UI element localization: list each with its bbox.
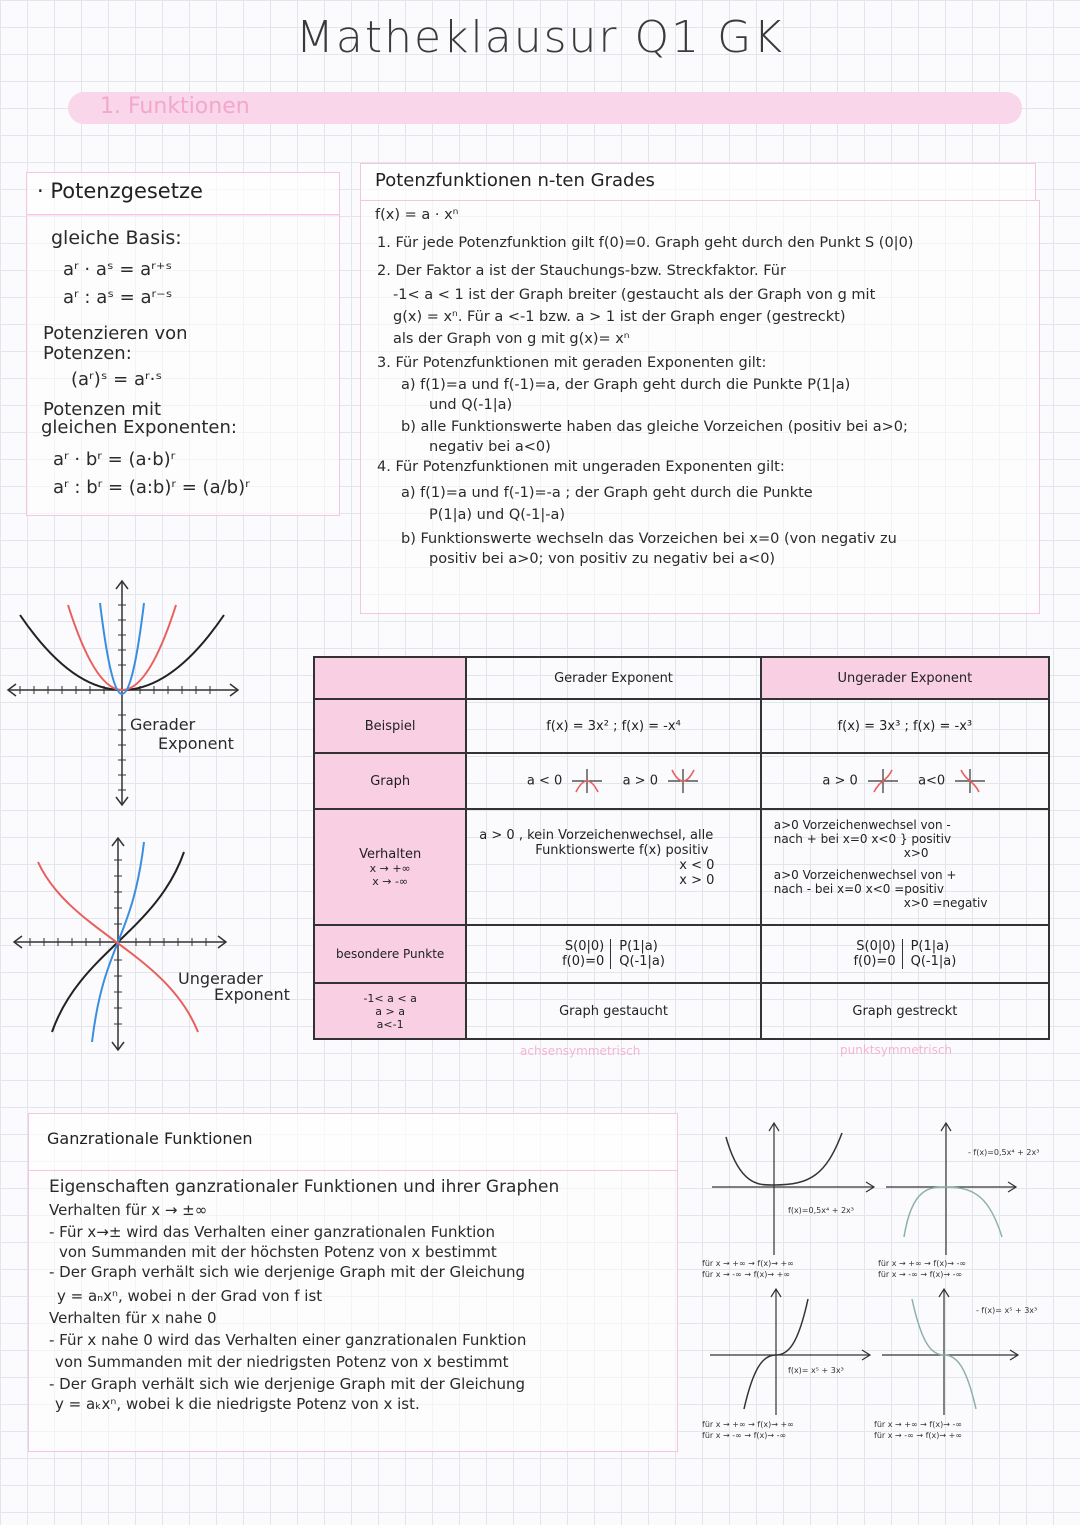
verhalten-u-line-4: a>0 Vorzeichenwechsel von +: [773, 868, 957, 882]
verhalten-g-line-3: x < 0: [679, 858, 715, 873]
row-label-verhalten: [314, 809, 466, 925]
punkte-u-r1: P(1|a): [910, 939, 950, 954]
graph-gerade-pos-label: a > 0: [622, 773, 658, 789]
mini-parabola-down-icon: [570, 768, 604, 794]
verhalten-u-line-3: x>0: [903, 846, 929, 860]
potenzfunktionen-line: negativ bei a<0): [429, 439, 551, 455]
section-bar: [68, 92, 1022, 124]
table-corner: [314, 657, 466, 699]
row-label-punkte: besondere Punkte: [314, 925, 466, 983]
ganzrational-line: von Summanden mit der niedrigsten Potenz von x bestimmt: [55, 1353, 509, 1371]
potenzfunktionen-line: positiv bei a>0; von positiv zu negativ bei a<0): [429, 551, 776, 567]
potenzieren-label-1: Potenzieren von: [43, 323, 188, 344]
punkte-g-r2: Q(-1|a): [619, 954, 665, 969]
potenzfunktionen-line: 3. Für Potenzfunktionen mit geraden Exponenten gilt:: [377, 355, 767, 371]
verhalten-u-line-1: a>0 Vorzeichenwechsel von -: [773, 818, 951, 832]
symmetry-gerade: achsensymmetrisch: [520, 1044, 641, 1058]
mini-graph-2-cond-2: für x → -∞ → f(x)→ -∞: [878, 1270, 963, 1279]
graph-ungerade-neg-label: a<0: [918, 773, 946, 789]
potenzfunktionen-line: 2. Der Faktor a ist der Stauchungs-bzw. Streckfaktor. Für: [377, 263, 786, 279]
section-title: 1. Funktionen: [100, 94, 250, 119]
cell-verhalten-gerade: [466, 809, 760, 925]
mini-graph-3-label: f(x)= x⁵ + 3x³: [788, 1366, 844, 1375]
potenzfunktionen-line: und Q(-1|a): [429, 397, 513, 413]
potenzgesetze-header: · Potenzgesetze: [37, 179, 203, 203]
verhalten-u-line-2: nach + bei x=0 x<0 } positiv: [773, 832, 952, 846]
mini-graph-1-cond-1: für x → +∞ → f(x)→ +∞: [702, 1259, 794, 1268]
mini-graph-3: [700, 1285, 880, 1445]
mini-graph-3-cond-1: für x → +∞ → f(x)→ +∞: [702, 1420, 794, 1429]
ganzrational-line: - Für x nahe 0 wird das Verhalten einer ganzrationalen Funktion: [49, 1331, 527, 1349]
potenzfunktionen-line: a) f(1)=a und f(-1)=-a ; der Graph geht durch die Punkte: [401, 485, 813, 501]
mini-graph-4-label: - f(x)= x⁵ + 3x³: [976, 1306, 1038, 1315]
cell-streck-gerade: Graph gestaucht: [466, 983, 760, 1039]
ganzrational-line: Eigenschaften ganzrationaler Funktionen und ihrer Graphen: [49, 1177, 560, 1197]
gleiche-basis: gleiche Basis:: [51, 227, 182, 249]
cell-punkte-ungerade: [761, 925, 1049, 983]
potenzfunktionen-line: a) f(1)=a und f(-1)=a, der Graph geht durch die Punkte P(1|a): [401, 377, 851, 393]
potenzfunktionen-line: -1< a < 1 ist der Graph breiter (gestaucht als der Graph von g mit: [393, 287, 876, 303]
row-label-beispiel: Beispiel: [314, 699, 466, 753]
potenzfunktionen-line: b) alle Funktionswerte haben das gleiche Vorzeichen (positiv bei a>0;: [401, 419, 908, 435]
label-gerader-exponent: Exponent: [158, 734, 234, 753]
overview-table-wrap: [313, 656, 1050, 1038]
verhalten-sub-1: x → +∞: [369, 861, 411, 875]
potenzfunktionen-line: g(x) = xⁿ. Für a <-1 bzw. a > 1 ist der Graph enger (gestreckt): [393, 309, 846, 325]
rule-product: aʳ · bʳ = (a·b)ʳ: [53, 449, 176, 470]
verhalten-title: Verhalten: [359, 846, 422, 862]
cell-punkte-gerade: [466, 925, 760, 983]
ganzrational-line: - Der Graph verhält sich wie derjenige Graph mit der Gleichung: [49, 1263, 526, 1281]
verhalten-g-line-1: a > 0 , kein Vorzeichenwechsel, alle: [479, 828, 714, 843]
rule-divide: aʳ : aˢ = aʳ⁻ˢ: [63, 287, 173, 308]
ganzrational-line: Verhalten für x nahe 0: [49, 1309, 217, 1327]
cell-verhalten-ungerade: [761, 809, 1049, 925]
page-title: Matheklausur Q1 GK: [295, 12, 785, 63]
mini-cubic-up-icon: [866, 768, 900, 794]
graph-gerader-exponent: [0, 575, 260, 810]
overview-table: [313, 656, 1050, 1040]
cell-graph-gerade: [466, 753, 760, 809]
potenzgesetze-box: [26, 214, 340, 516]
verhalten-sub-2: x → -∞: [372, 874, 409, 888]
mini-graph-1-label: f(x)=0,5x⁴ + 2x³: [788, 1206, 854, 1215]
cell-streck-ungerade: Graph gestreckt: [761, 983, 1049, 1039]
ganzrational-line: Verhalten für x → ±∞: [49, 1201, 208, 1219]
col-header-ungerade: Ungerader Exponent: [761, 657, 1049, 699]
axis-ticks: [20, 605, 210, 790]
mini-parabola-up-icon: [666, 768, 700, 794]
mini-graph-2-cond-1: für x → +∞ → f(x)→ -∞: [878, 1259, 966, 1268]
potenzfunktionen-box: [360, 200, 1040, 614]
potenzgesetze-header-box: [26, 172, 340, 216]
mini-graph-1: [700, 1115, 880, 1285]
rule-power: (aʳ)ˢ = aʳ·ˢ: [71, 369, 163, 390]
punkte-u-l2: f(0)=0: [853, 954, 896, 969]
potenzfunktionen-line: 4. Für Potenzfunktionen mit ungeraden Exponenten gilt:: [377, 459, 785, 475]
ganzrational-header: Ganzrationale Funktionen: [47, 1129, 253, 1148]
row-label-a-range: [314, 983, 466, 1039]
ganzrational-line: y = aₖxⁿ, wobei k die niedrigste Potenz von x ist.: [55, 1395, 420, 1413]
mini-graph-4-cond-1: für x → +∞ → f(x)→ -∞: [874, 1420, 962, 1429]
mini-graph-2-label: - f(x)=0,5x⁴ + 2x³: [968, 1148, 1040, 1157]
ganzrational-line: - Der Graph verhält sich wie derjenige Graph mit der Gleichung: [49, 1375, 526, 1393]
row-label-graph: Graph: [314, 753, 466, 809]
mini-graph-2: [876, 1115, 1076, 1285]
cell-beispiel-gerade: f(x) = 3x² ; f(x) = -x⁴: [466, 699, 760, 753]
ganzrational-line: - Für x→± wird das Verhalten einer ganzrationalen Funktion: [49, 1223, 495, 1241]
label-ungerader: Ungerader: [178, 969, 263, 988]
cell-beispiel-ungerade: f(x) = 3x³ ; f(x) = -x³: [761, 699, 1049, 753]
a-range-2: a > a: [375, 1004, 405, 1018]
label-ungerader-exponent: Exponent: [214, 985, 290, 1004]
potenzfunktionen-header-box: [360, 163, 1036, 201]
mini-graph-3-cond-2: für x → -∞ → f(x)→ -∞: [702, 1431, 787, 1440]
verhalten-u-line-6: x>0 =negativ: [903, 896, 988, 910]
ganzrational-header-box: [28, 1113, 678, 1171]
potenzfunktionen-line: f(x) = a · xⁿ: [375, 207, 459, 223]
gleiche-exp-label-1: Potenzen mit: [43, 399, 162, 420]
graph-gerade-neg-label: a < 0: [526, 773, 563, 789]
punkte-u-r2: Q(-1|a): [910, 954, 957, 969]
ganzrational-box: [28, 1170, 678, 1452]
col-header-gerade: Gerader Exponent: [466, 657, 760, 699]
potenzfunktionen-line: b) Funktionswerte wechseln das Vorzeichen bei x=0 (von negativ zu: [401, 531, 897, 547]
punkte-g-l1: S(0|0): [564, 939, 605, 954]
potenzfunktionen-header: Potenzfunktionen n-ten Grades: [375, 170, 655, 191]
potenzfunktionen-line: 1. Für jede Potenzfunktion gilt f(0)=0. Graph geht durch den Punkt S (0|0): [377, 235, 914, 251]
symmetry-ungerade: punktsymmetrisch: [840, 1043, 953, 1057]
curve-1: [726, 1133, 842, 1185]
potenzfunktionen-line: P(1|a) und Q(-1|-a): [429, 507, 566, 523]
gleiche-exp-label-2: gleichen Exponenten:: [41, 417, 237, 438]
curve-2: [904, 1187, 1002, 1237]
graph-ungerader-exponent: [0, 832, 300, 1057]
mini-graph-4-cond-2: für x → -∞ → f(x)→ +∞: [874, 1431, 962, 1440]
label-gerader: Gerader: [130, 715, 196, 734]
mini-graph-4: [872, 1285, 1076, 1445]
punkte-g-l2: f(0)=0: [562, 954, 605, 969]
graph-ungerade-pos-label: a > 0: [822, 773, 858, 789]
potenzieren-label-2: Potenzen:: [43, 343, 132, 364]
mini-graph-1-cond-2: für x → -∞ → f(x)→ +∞: [702, 1270, 790, 1279]
ganzrational-line: von Summanden mit der höchsten Potenz von x bestimmt: [59, 1243, 497, 1261]
punkte-g-r1: P(1|a): [619, 939, 658, 954]
rule-quotient: aʳ : bʳ = (a:b)ʳ = (a/b)ʳ: [53, 477, 250, 498]
potenzfunktionen-line: als der Graph von g mit g(x)= xⁿ: [393, 331, 630, 347]
rule-multiply: aʳ · aˢ = aʳ⁺ˢ: [63, 259, 173, 280]
punkte-u-l1: S(0|0): [856, 939, 896, 954]
a-range-3: a<-1: [376, 1017, 404, 1031]
verhalten-g-line-2: Funktionswerte f(x) positiv: [535, 843, 709, 858]
cell-graph-ungerade: [761, 753, 1049, 809]
verhalten-g-line-4: x > 0: [679, 873, 715, 888]
ganzrational-line: y = aₙxⁿ, wobei n der Grad von f ist: [57, 1287, 323, 1305]
mini-cubic-down-icon: [953, 768, 987, 794]
a-range-1: -1< a < a: [363, 991, 417, 1005]
verhalten-u-line-5: nach - bei x=0 x<0 =positiv: [773, 882, 944, 896]
